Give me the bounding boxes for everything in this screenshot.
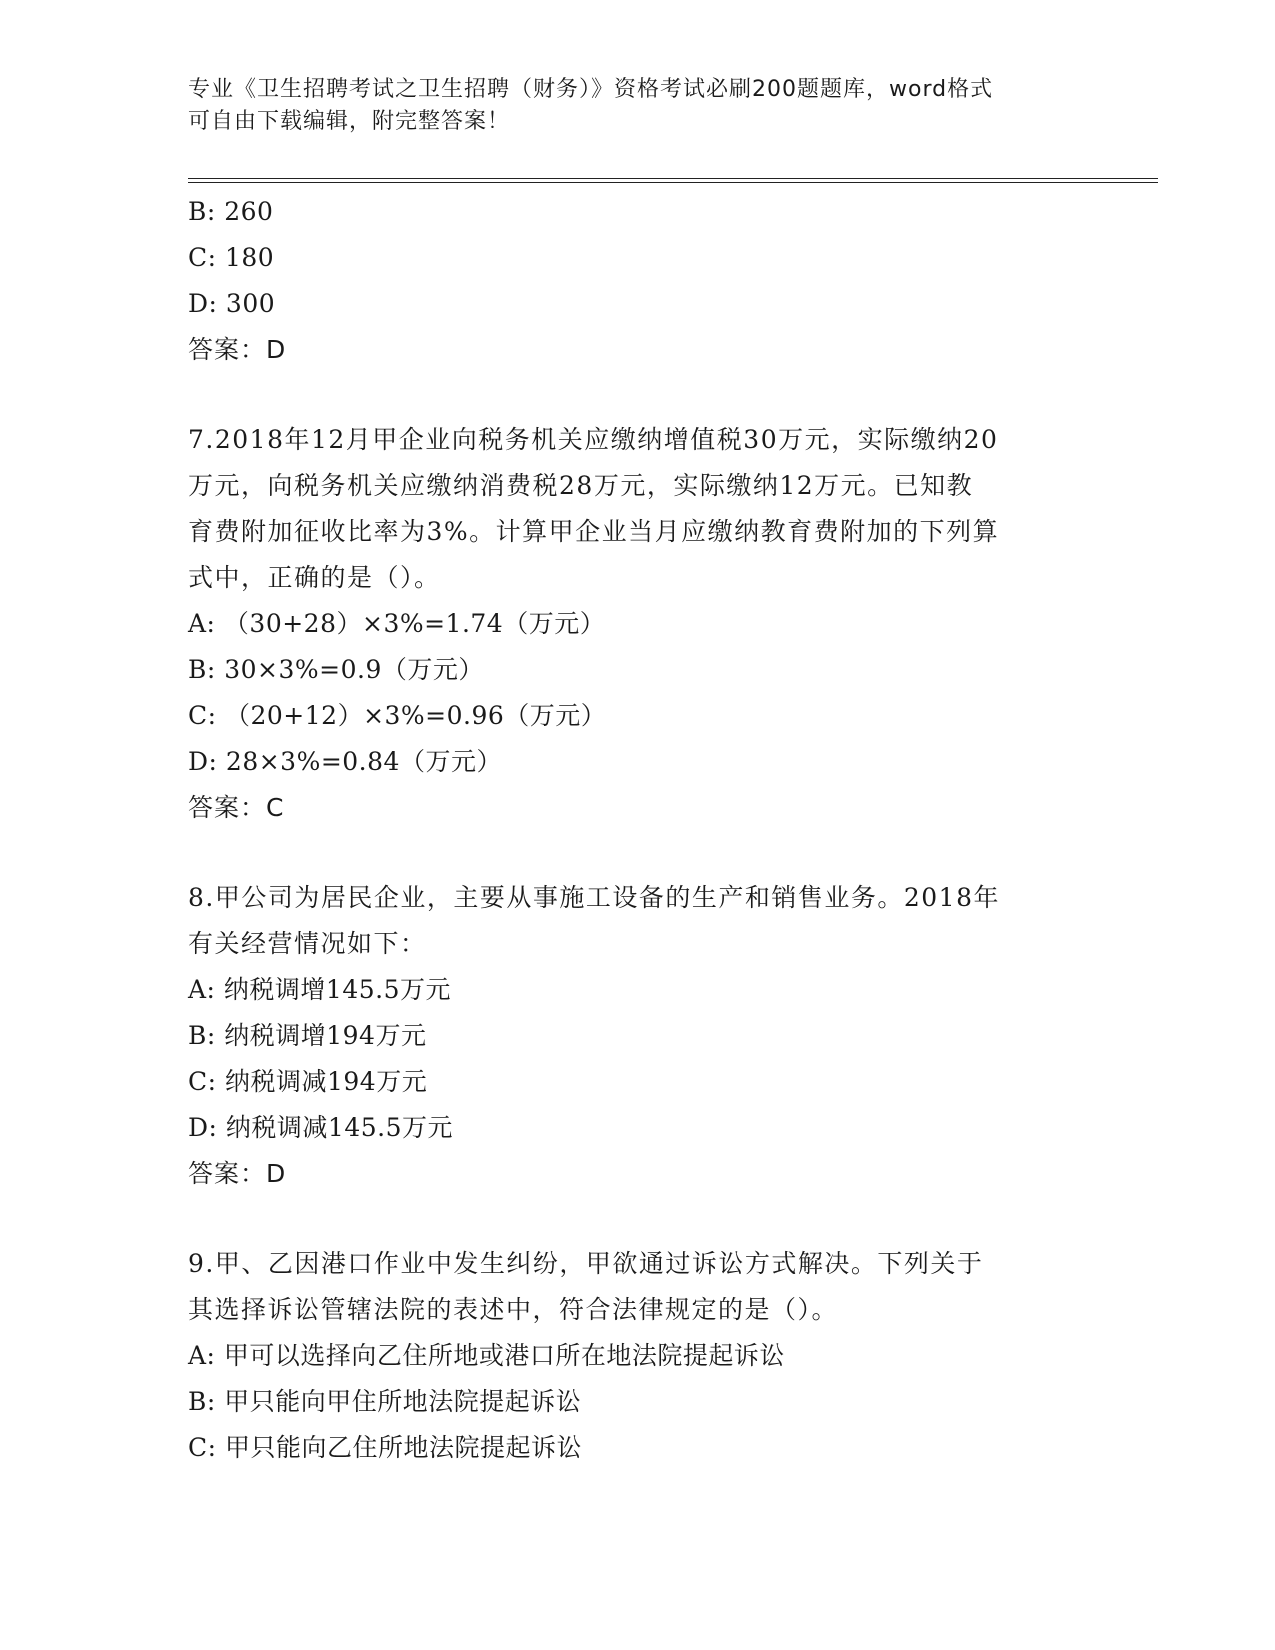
question-line: 7.2018年12月甲企业向税务机关应缴纳增值税30万元，实际缴纳20	[188, 425, 999, 454]
header-title-line-2: 可自由下载编辑，附完整答案！	[188, 109, 511, 134]
header-divider-top	[188, 178, 1158, 179]
question-6-block	[188, 189, 1088, 373]
question-7-block	[188, 417, 1088, 831]
question-text	[188, 875, 1088, 967]
question-8-block	[188, 875, 1088, 1197]
answer-label: 答案：C	[188, 793, 285, 822]
option-b: B: 甲只能向甲住所地法院提起诉讼	[188, 1387, 582, 1416]
question-line: 其选择诉讼管辖法院的表述中，符合法律规定的是（）。	[188, 1295, 839, 1324]
option-c: C: 甲只能向乙住所地法院提起诉讼	[188, 1433, 582, 1462]
header-title-line-1: 专业《卫生招聘考试之卫生招聘（财务）》资格考试必刷200题题库，word格式	[188, 77, 994, 102]
option-d: D: 28×3%=0.84（万元）	[188, 747, 502, 776]
spacer	[188, 373, 1088, 417]
option-a: A: （30+28）×3%=1.74（万元）	[188, 609, 606, 638]
option-b: B: 30×3%=0.9（万元）	[188, 655, 484, 684]
question-line: 育费附加征收比率为3%。计算甲企业当月应缴纳教育费附加的下列算	[188, 517, 1000, 546]
question-9-block	[188, 1241, 1088, 1471]
spacer	[188, 1197, 1088, 1241]
option-d: D: 纳税调减145.5万元	[188, 1113, 453, 1142]
question-line: 有关经营情况如下：	[188, 929, 427, 958]
option-d: D: 300	[188, 289, 276, 318]
document-header	[188, 74, 1068, 138]
option-c: C: 180	[188, 243, 275, 272]
header-divider-bottom	[188, 182, 1158, 183]
question-line: 8.甲公司为居民企业，主要从事施工设备的生产和销售业务。2018年	[188, 883, 1000, 912]
answer-label: 答案：D	[188, 335, 287, 364]
question-line: 万元，向税务机关应缴纳消费税28万元，实际缴纳12万元。已知教	[188, 471, 974, 500]
question-text	[188, 417, 1088, 601]
option-b: B: 纳税调增194万元	[188, 1021, 427, 1050]
question-line: 9.甲、乙因港口作业中发生纠纷，甲欲通过诉讼方式解决。下列关于	[188, 1249, 984, 1278]
question-text	[188, 1241, 1088, 1333]
option-b: B: 260	[188, 197, 274, 226]
option-a: A: 甲可以选择向乙住所地或港口所在地法院提起诉讼	[188, 1341, 785, 1370]
answer-label: 答案：D	[188, 1159, 287, 1188]
option-a: A: 纳税调增145.5万元	[188, 975, 451, 1004]
question-line: 式中，正确的是（）。	[188, 563, 441, 592]
question-content	[188, 189, 1088, 1471]
spacer	[188, 831, 1088, 875]
option-c: C: 纳税调减194万元	[188, 1067, 428, 1096]
option-c: C: （20+12）×3%=0.96（万元）	[188, 701, 607, 730]
